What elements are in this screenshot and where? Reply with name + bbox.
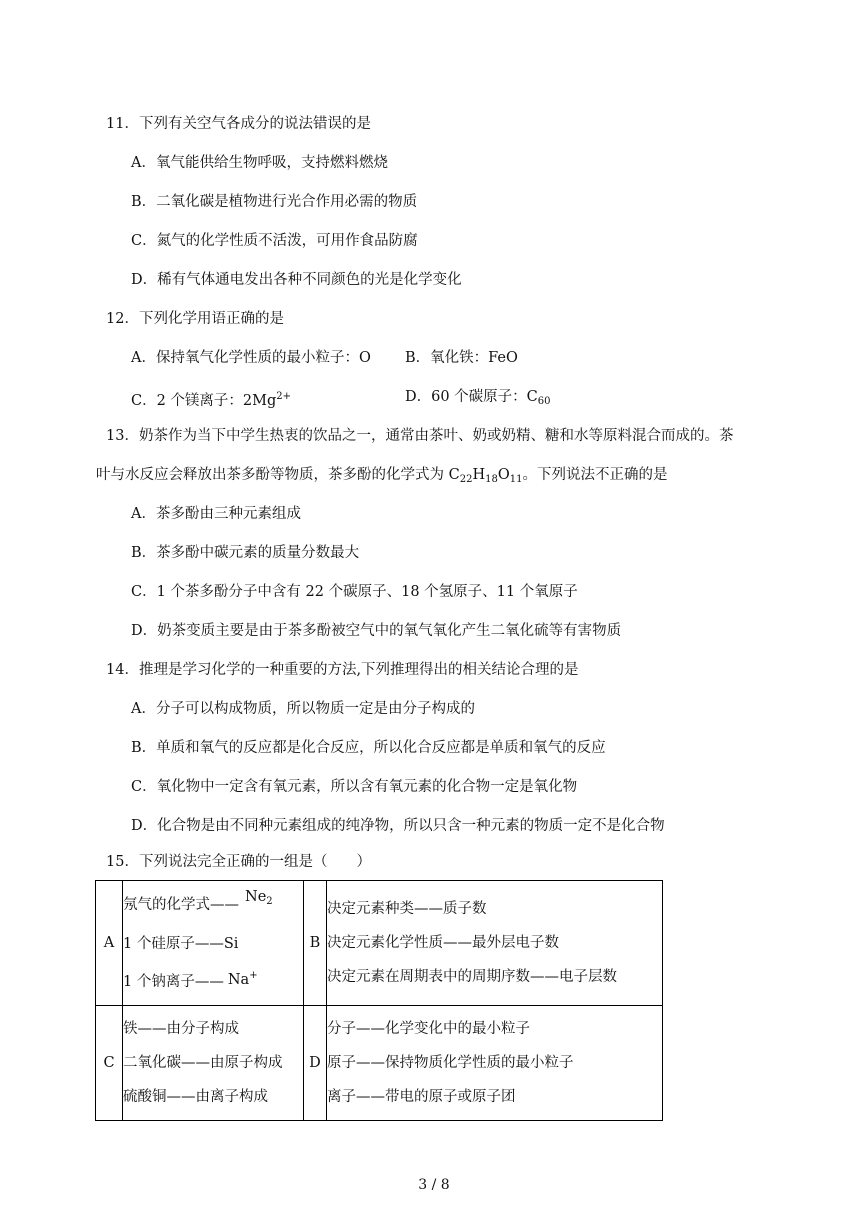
- option-d-line2: 原子——保持物质化学性质的最小粒子: [327, 1055, 574, 1071]
- option-a-line2: 1 个硅原子——Si: [123, 935, 239, 952]
- option-a-line1: 氖气的化学式—— $Ne_2$: [123, 888, 273, 913]
- q15-stem: 15．下列说法完全正确的一组是（ ）: [106, 854, 371, 870]
- q12-option-c: C．2 个镁离子：$2Mg^{2+}$: [131, 391, 292, 409]
- option-d-line1: 分子——化学变化中的最小粒子: [327, 1021, 530, 1037]
- option-label-c: C: [96, 1006, 123, 1121]
- table-row: [96, 881, 663, 1006]
- q14-stem: 14．推理是学习化学的一种重要的方法,下列推理得出的相关结论合理的是: [106, 662, 579, 678]
- page-number: 3 / 8: [418, 1177, 450, 1193]
- q14-option-a: A．分子可以构成物质，所以物质一定是由分子构成的: [131, 701, 475, 717]
- option-d-cell: [327, 1006, 663, 1121]
- table-row: [96, 1006, 663, 1121]
- q11-option-a: A．氧气能供给生物呼吸，支持燃料燃烧: [131, 155, 388, 171]
- q13-option-c: C．1 个茶多酚分子中含有 22 个碳原子、18 个氢原子、11 个氧原子: [131, 584, 578, 600]
- q12-option-a: A．保持氧气化学性质的最小粒子：O: [131, 350, 371, 366]
- q12-option-d: D．60 个碳原子：$C_{60}$: [405, 389, 551, 407]
- q12-option-b: B．氧化铁：FeO: [405, 350, 518, 366]
- q11-option-b: B．二氧化碳是植物进行光合作用必需的物质: [131, 194, 418, 210]
- q13-stem-line2: 叶与水反应会释放出茶多酚等物质，茶多酚的化学式为 $C_{22}H_{18}O_{11}$。下列说法不正确的是: [96, 467, 668, 485]
- option-a-cell: [123, 881, 304, 1006]
- q12-stem: 12．下列化学用语正确的是: [106, 311, 284, 327]
- option-label-d: D: [304, 1006, 327, 1121]
- q14-option-d: D．化合物是由不同种元素组成的纯净物，所以只含一种元素的物质一定不是化合物: [131, 818, 665, 834]
- q13-option-b: B．茶多酚中碳元素的质量分数最大: [131, 545, 360, 561]
- option-b-line1: 决定元素种类——质子数: [327, 901, 487, 917]
- q11-stem: 11．下列有关空气各成分的说法错误的是: [106, 116, 371, 132]
- option-a-line3: 1 个钠离子—— Na+: [123, 969, 258, 990]
- option-c-line2: 二氧化碳——由原子构成: [123, 1055, 283, 1071]
- option-c-line1: 铁——由分子构成: [123, 1021, 239, 1037]
- option-label-b: B: [304, 881, 327, 1006]
- option-b-line3: 决定元素在周期表中的周期序数——电子层数: [327, 969, 617, 985]
- option-c-cell: [123, 1006, 304, 1121]
- q15-options-table: [95, 880, 663, 1121]
- q14-option-c: C．氧化物中一定含有氧元素，所以含有氧元素的化合物一定是氧化物: [131, 779, 578, 795]
- q11-option-c: C．氮气的化学性质不活泼，可用作食品防腐: [131, 233, 418, 249]
- q11-option-d: D．稀有气体通电发出各种不同颜色的光是化学变化: [131, 272, 462, 288]
- option-c-line3: 硫酸铜——由离子构成: [123, 1089, 268, 1105]
- q13-option-a: A．茶多酚由三种元素组成: [131, 506, 301, 522]
- q13-option-d: D．奶茶变质主要是由于茶多酚被空气中的氧气氧化产生二氧化硫等有害物质: [131, 623, 622, 639]
- option-b-cell: [327, 881, 663, 1006]
- q13-stem-line1: 13．奶茶作为当下中学生热衷的饮品之一，通常由茶叶、奶或奶精、糖和水等原料混合而成的。茶: [106, 428, 734, 444]
- option-d-line3: 离子——带电的原子或原子团: [327, 1089, 516, 1105]
- q14-option-b: B．单质和氧气的反应都是化合反应，所以化合反应都是单质和氧气的反应: [131, 740, 606, 756]
- option-b-line2: 决定元素化学性质——最外层电子数: [327, 935, 559, 951]
- option-label-a: A: [96, 881, 123, 1006]
